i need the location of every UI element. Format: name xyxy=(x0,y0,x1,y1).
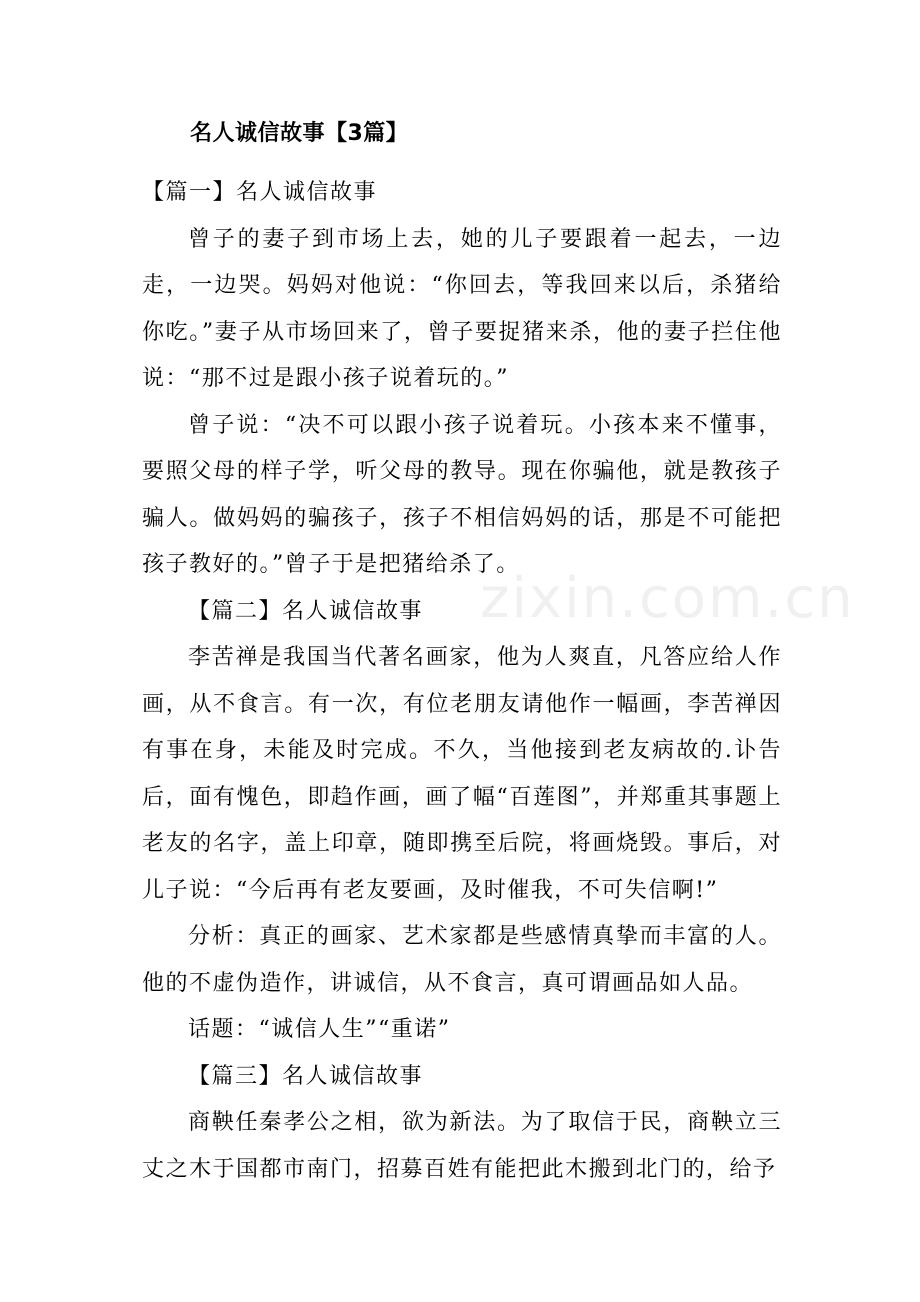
section-heading-1: 【篇一】名人诚信故事 xyxy=(142,180,378,205)
paragraph: 话题：“诚信人生”“重诺” xyxy=(188,1017,451,1042)
paragraph: 李苦禅是我国当代著名画家，他为人爽直，凡答应给人作画，从不食言。有一次，有位老朋友请他作一幅画，李苦禅因有事在身，未能及时完成。不久，当他接到老友病故的.讣告后，面有愧色，即趋作画，画了幅“百莲图”，并郑重其事题上老友的名字，盖上印章，随即携至后院，将画烧毁。事后，对儿子说：“今后再有老友要画，及时催我，不可失信啊!” xyxy=(142,645,782,903)
document-body xyxy=(142,170,782,1193)
watermark: zixin.com.cn xyxy=(480,566,855,631)
section-heading-3: 【篇三】名人诚信故事 xyxy=(188,1063,424,1089)
paragraph: 曾子说：“决不可以跟小孩子说着玩。小孩本来不懂事，要照父母的样子学，听父母的教导。现在你骗他，就是教孩子骗人。做妈妈的骗孩子，孩子不相信妈妈的话，那是不可能把孩子教好的。”曾子于是把猪给杀了。 xyxy=(142,412,782,577)
paragraph: 分析：真正的画家、艺术家都是些感情真挚而丰富的人。他的不虚伪造作，讲诚信，从不食言，真可谓画品如人品。 xyxy=(142,924,782,996)
paragraph: 曾子的妻子到市场上去，她的儿子要跟着一起去，一边走，一边哭。妈妈对他说：“你回去，等我回来以后，杀猪给你吃。”妻子从市场回来了，曾子要捉猪来杀，他的妻子拦住他说：“那不过是跟小孩子说着玩的。” xyxy=(142,226,782,391)
paragraph: 商鞅任秦孝公之相，欲为新法。为了取信于民，商鞅立三丈之木于国都市南门，招募百姓有能把此木搬到北门的，给予 xyxy=(142,1110,782,1182)
document-title: 名人诚信故事【3篇】 xyxy=(190,121,409,146)
section-heading-2: 【篇二】名人诚信故事 xyxy=(188,598,424,624)
